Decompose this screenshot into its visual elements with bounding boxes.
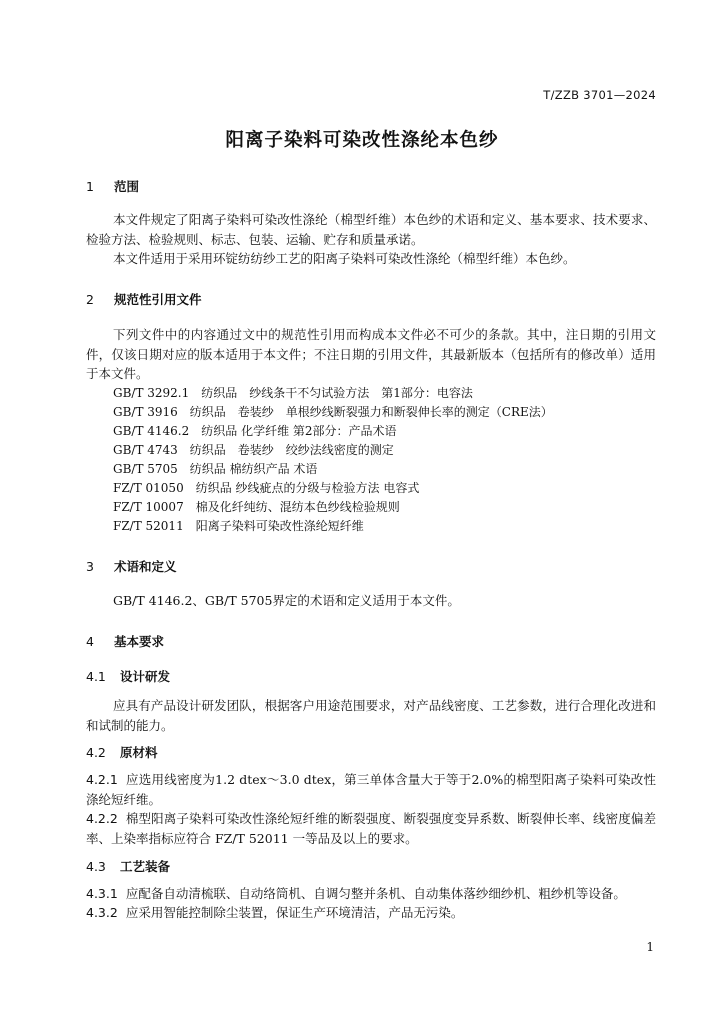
document-number: T/ZZB 3701—2024	[543, 88, 656, 102]
reference-item: FZ/T 01050 纺织品 纱线疵点的分级与检验方法 电容式	[113, 481, 420, 495]
section-1-heading: 1 范围	[86, 179, 140, 194]
section-1-paragraph-1: 本文件规定了阳离子染料可染改性涤纶（棉型纤维）本色纱的术语和定义、基本要求、技术要求、检验方法、检验规则、标志、包装、运输、贮存和质量承诺。	[86, 212, 656, 247]
clause-4-3-1: 4.3.1 应配备自动清梳联、自动络筒机、自调匀整并条机、自动集体落纱细纱机、粗纱机等设备。	[86, 886, 626, 901]
reference-item: GB/T 5705 纺织品 棉纺织产品 术语	[113, 462, 318, 476]
clause-4-3-2: 4.3.2 应采用智能控制除尘装置，保证生产环境清洁，产品无污染。	[86, 905, 464, 920]
section-4-2-heading: 4.2 原材料	[86, 745, 158, 760]
reference-item: GB/T 3916 纺织品 卷装纱 单根纱线断裂强力和断裂伸长率的测定（CRE法）	[113, 405, 553, 419]
section-4-3-heading: 4.3 工艺装备	[86, 859, 171, 874]
section-3-paragraph-1: GB/T 4146.2、GB/T 5705界定的术语和定义适用于本文件。	[113, 593, 460, 608]
section-4-heading: 4 基本要求	[86, 634, 165, 649]
reference-item: GB/T 4146.2 纺织品 化学纤维 第2部分：产品术语	[113, 424, 397, 438]
reference-item: GB/T 3292.1 纺织品 纱线条干不匀试验方法 第1部分：电容法	[113, 386, 473, 400]
section-2-paragraph-1: 下列文件中的内容通过文中的规范性引用而构成本文件必不可少的条款。其中，注日期的引用文件，仅该日期对应的版本适用于本文件；不注日期的引用文件，其最新版本（包括所有的修改单）适用于本文件。	[86, 327, 656, 381]
section-4-1-paragraph: 应具有产品设计研发团队，根据客户用途范围要求，对产品线密度、工艺参数，进行合理化改进和和试制的能力。	[86, 698, 656, 733]
section-3-heading: 3 术语和定义	[86, 559, 177, 574]
section-2-heading: 2 规范性引用文件	[86, 292, 202, 307]
document-title: 阳离子染料可染改性涤纶本色纱	[225, 130, 499, 151]
page-number: 1	[646, 940, 654, 954]
section-4-1-heading: 4.1 设计研发	[86, 669, 171, 684]
reference-item: FZ/T 52011 阳离子染料可染改性涤纶短纤维	[113, 519, 364, 533]
clause-4-2-1: 4.2.1 应选用线密度为1.2 dtex～3.0 dtex，第三单体含量大于等于2.0%的棉型阳离子染料可染改性涤纶短纤维。	[86, 772, 656, 807]
clause-4-2-2: 4.2.2 棉型阳离子染料可染改性涤纶短纤维的断裂强度、断裂强度变异系数、断裂伸长率、线密度偏差率、上染率指标应符合 FZ/T 52011 一等品及以上的要求。	[86, 811, 656, 846]
reference-item: GB/T 4743 纺织品 卷装纱 绞纱法线密度的测定	[113, 443, 394, 457]
section-1-paragraph-2: 本文件适用于采用环锭纺纺纱工艺的阳离子染料可染改性涤纶（棉型纤维）本色纱。	[113, 251, 576, 266]
reference-item: FZ/T 10007 棉及化纤纯纺、混纺本色纱线检验规则	[113, 500, 400, 514]
